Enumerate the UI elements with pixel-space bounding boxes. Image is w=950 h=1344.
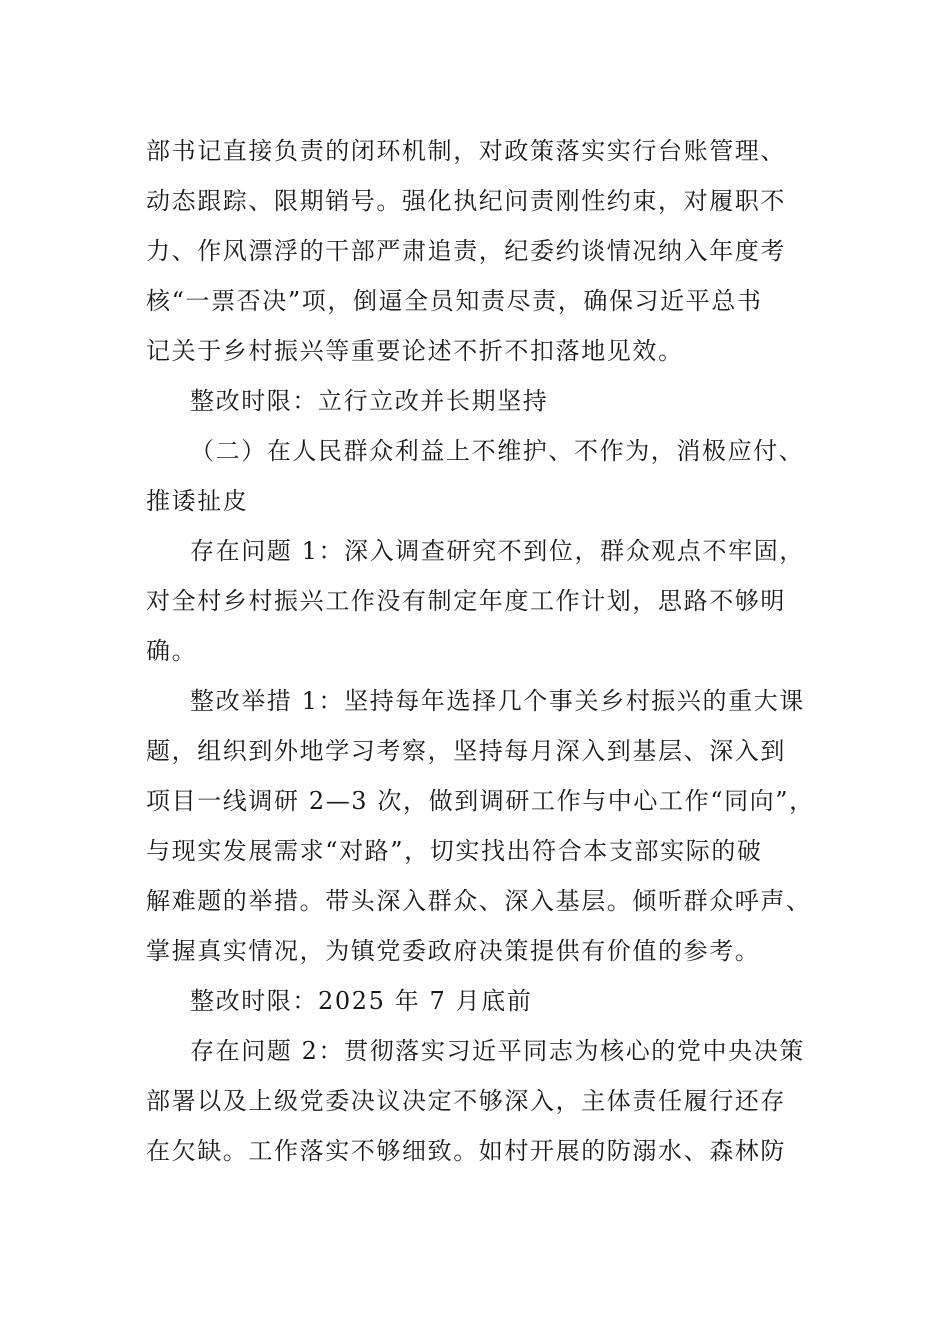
text-line-2: 动态跟踪、限期销号。强化执纪问责刚性约束，对履职不: [146, 187, 786, 215]
problem-2-line-3: 在欠缺。工作落实不够细致。如村开展的防溺水、森林防: [146, 1137, 786, 1165]
text-line-3: 力、作风漂浮的干部严肃追责，纪委约谈情况纳入年度考: [146, 237, 786, 265]
rectification-deadline-1: 整改时限：立行立改并长期坚持: [190, 387, 549, 415]
text-line-5: 记关于乡村振兴等重要论述不折不扣落地见效。: [146, 337, 684, 365]
measure-1-line-2: 题，组织到外地学习考察，坚持每月深入到基层、深入到: [146, 737, 786, 765]
section-heading-2-cont: 推诿扯皮: [146, 487, 249, 515]
text-line-4: 核“一票否决”项，倒逼全员知责尽责，确保习近平总书: [146, 287, 763, 315]
measure-1-line-1: 整改举措 1：坚持每年选择几个事关乡村振兴的重大课: [190, 687, 805, 715]
measure-1-line-3: 项目一线调研 2—3 次，做到调研工作与中心工作“同向”，: [146, 787, 815, 815]
problem-2-line-1: 存在问题 2：贯彻落实习近平同志为核心的党中央决策: [190, 1037, 805, 1065]
rectification-deadline-2: 整改时限：2025 年 7 月底前: [190, 987, 533, 1015]
problem-2-line-2: 部署以及上级党委决议决定不够深入，主体责任履行还存: [146, 1087, 786, 1115]
problem-1-line-2: 对全村乡村振兴工作没有制定年度工作计划，思路不够明: [146, 587, 786, 615]
measure-1-line-6: 掌握真实情况，为镇党委政府决策提供有价值的参考。: [146, 937, 761, 965]
text-line-1: 部书记直接负责的闭环机制，对政策落实实行台账管理、: [146, 137, 786, 165]
section-heading-2: （二）在人民群众利益上不维护、不作为，消极应付、: [190, 437, 805, 465]
measure-1-line-4: 与现实发展需求“对路”，切实找出符合本支部实际的破: [146, 837, 763, 865]
measure-1-line-5: 解难题的举措。带头深入群众、深入基层。倾听群众呼声、: [146, 887, 812, 915]
problem-1-line-3: 确。: [146, 637, 198, 665]
problem-1-line-1: 存在问题 1：深入调查研究不到位，群众观点不牢固，: [190, 537, 805, 565]
